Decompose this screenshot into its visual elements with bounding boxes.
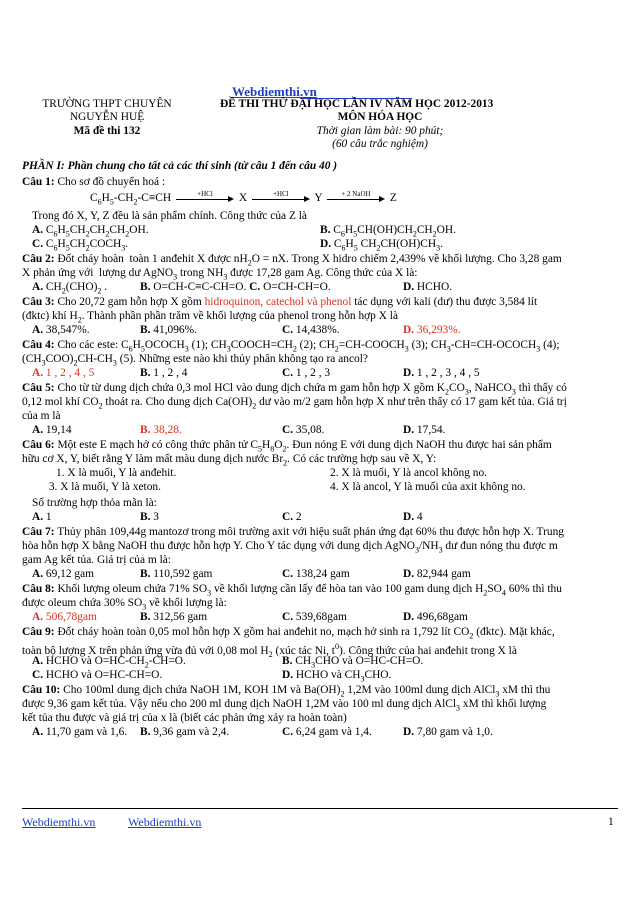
question-5-cont: 0,12 mol khí $CO_2$ thoát ra. Cho dung dịch $Ca(OH)_2$ dư vào m/2 gam hỗn hợp X như trên thấy có 17 gam kết tủa. Giá trị [22, 396, 567, 411]
q4-option-d: D. 1 , 2 , 3 , 4 , 5 [403, 367, 480, 379]
q2-option-b: B. O=CH-C≡C-CH=O. C. O=CH-CH=O. [140, 281, 331, 293]
question-9-cont: toàn bộ lượng X trên phản ứng vừa đủ với 0,08 mol $H_2$ (xúc tác Ni, $t^0$). Công thức của hai anđehit trong X là [22, 642, 517, 660]
footer-link-2[interactable]: Webdiemthi.vn [128, 815, 202, 829]
reaction-arrow: +HCl [176, 193, 234, 203]
q8-option-a: A. 506,78gam [32, 611, 97, 623]
site-title[interactable]: Webdiemthi.vn [232, 84, 317, 99]
question-1-scheme: $C_6H_5-CH_2-C\equiv CH$ +HCl X +HCl Y + 2 NaOH Z [90, 190, 397, 207]
q1-option-a: A. $C_6H_5CH_2CH_2CH_2OH$. [32, 224, 149, 239]
q2-option-d: D. HCHO. [403, 281, 453, 293]
q8-option-c: C. 539,68gam [282, 611, 347, 623]
question-2-cont: X phản ứng với lượng dư AgNO$_3$ trong $NH_3$ được 17,28 gam Ag. Công thức của X là: [22, 267, 418, 282]
question-5-cont2: của m là [22, 410, 61, 422]
question-5: Câu 5: Cho từ từ dung dịch chứa 0,3 mol HCl vào dung dịch chứa m gam hỗn hợp X gồm $K_2CO_3$, NaHCO$_3$ thì thấy có [22, 382, 567, 397]
part-heading: PHẦN I: Phần chung cho tất cả các thí sinh (từ câu 1 đến câu 40 ) [22, 160, 338, 172]
q1-option-c: C. $C_6H_5CH_2COCH_3$. [32, 238, 129, 253]
q2-options: A. $CH_2(CHO)_2$ . [32, 281, 108, 296]
q7-option-b: B. 110,592 gam [140, 568, 213, 580]
q4-option-b: B. 1 , 2 , 4 [140, 367, 188, 379]
q6-question: Số trường hợp thỏa mãn là: [32, 497, 157, 509]
footer-rule [22, 808, 618, 809]
q6-option-a: A. 1 [32, 511, 52, 523]
question-9: Câu 9: Đốt cháy hoàn toàn 0,05 mol hỗn hợp X gồm hai anđehit no, mạch hở sinh ra 1,792 lít $CO_2$ (đktc). Mặt khác, [22, 626, 555, 641]
question-6: Câu 6: Một este E mạch hở có công thức phân tử $C_5H_8O_2$. Đun nóng E với dung dịch NaOH thu được hai sản phẩm [22, 439, 552, 454]
reaction-arrow: + 2 NaOH [327, 193, 385, 203]
q6-case-2: 2. X là muối, Y là ancol không no. [330, 467, 488, 479]
q10-option-a: A. 11,70 gam và 1,6. [32, 726, 128, 738]
q4-option-a: A. 1 , 2 , 4 , 5 [32, 367, 95, 379]
q6-case-4: 4. X là ancol, Y là muối của axit không no. [330, 481, 526, 493]
question-10: Câu 10: Cho 100ml dung dịch chứa NaOH 1M, KOH 1M và $Ba(OH)_2$ 1,2M vào 100ml dung dịch AlCl$_3$ xM thì thu [22, 684, 551, 699]
q8-option-b: B. 312,56 gam [140, 611, 208, 623]
question-10-cont: được 9,36 gam kết tủa. Vậy nếu cho 200 ml dung dịch NaOH 1,2M vào 100 ml dung dịch AlCl$_3$ xM thì khối lượng [22, 698, 547, 713]
question-7-cont2: gam Ag kết tủa. Giá trị của m là: [22, 554, 171, 566]
question-2: Câu 2: Đốt cháy hoàn toàn 1 anđehit X được $nH_2O$ = nX. Trong X hidro chiếm 2,439% về khối lượng. Cho 3,28 gam [22, 253, 562, 268]
q7-option-a: A. 69,12 gam [32, 568, 95, 580]
exam-code: Mã đề thi 132 [73, 125, 141, 137]
q4-option-c: C. 1 , 2 , 3 [282, 367, 331, 379]
question-4: Câu 4: Cho các este: $C_6H_5OCOCH_3$ (1); $CH_3COOCH=CH_2$ (2); $CH_2=CH-COOCH_3$ (3); $CH_3-CH=CH-OCOCH_3$ (4); [22, 339, 560, 354]
footer-link-1[interactable]: Webdiemthi.vn [22, 815, 96, 829]
q8-option-d: D. 496,68gam [403, 611, 468, 623]
q5-option-c: C. 35,08. [282, 424, 325, 436]
school-name-1: TRƯỜNG THPT CHUYÊN [42, 98, 172, 110]
q5-option-b: B. 38,28. [140, 424, 182, 436]
q6-case-1: 1. X là muối, Y là anđehit. [56, 467, 177, 479]
question-3-cont: (đktc) khí $H_2$. Thành phần phần trăm về khối lượng của phenol trong hỗn hợp X là [22, 310, 399, 325]
q6-option-d: D. 4 [403, 511, 423, 523]
school-name-2: NGUYỄN HUỆ [69, 111, 145, 123]
q3-option-c: C. 14,438%. [282, 324, 340, 336]
exam-time: Thời gian làm bài: 90 phút; [316, 125, 444, 137]
q1-option-b: B. $C_6H_5CH(OH)CH_2CH_2OH$. [320, 224, 456, 239]
q9-option-d: D. HCHO và $CH_3CHO$. [282, 669, 392, 684]
question-3: Câu 3: Cho 20,72 gam hỗn hợp X gồm hidroquinon, catechol và phenol tác dụng với kali (dư) thu được 3,584 lít [22, 296, 538, 308]
question-1-text: Trong đó X, Y, Z đều là sản phẩm chính. Công thức của Z là [32, 210, 307, 222]
q9-option-b: B. $CH_3CHO$ và O=HC-CH=O. [282, 655, 424, 670]
question-4-cont: $(CH_3COO)_2CH-CH_3$ (5). Những este nào khi thủy phân không tạo ra ancol? [22, 353, 368, 368]
q6-option-c: C. 2 [282, 511, 302, 523]
q3-option-a: A. 38,547%. [32, 324, 90, 336]
page-number: 1 [608, 816, 614, 828]
exam-count: (60 câu trắc nghiệm) [332, 138, 428, 150]
q7-option-d: D. 82,944 gam [403, 568, 471, 580]
q10-option-d: D. 7,80 gam và 1,0. [403, 726, 493, 738]
question-7: Câu 7: Thủy phân 109,44g mantozơ trong môi trường axit với hiệu suất phản ứng đạt 60% thu được hỗn hợp X. Trung [22, 526, 564, 538]
question-1: Câu 1: Cho sơ đồ chuyển hoá : [22, 176, 166, 188]
exam-title: ĐỀ THI THỬ ĐẠI HỌC LẦN IV NĂM HỌC 2012-2013 [220, 98, 494, 110]
q9-option-a: A. HCHO và $O=HC-CH_2-CH=O$. [32, 655, 186, 670]
q10-option-c: C. 6,24 gam và 1,4. [282, 726, 372, 738]
q6-case-3: 3. X là muối, Y là xeton. [46, 481, 161, 493]
q7-option-c: C. 138,24 gam [282, 568, 350, 580]
reaction-arrow: +HCl [252, 193, 310, 203]
question-7-cont: hòa hỗn hợp X bằng NaOH thu được hỗn hợp Y. Cho Y tác dụng với dung dịch $AgNO_3/NH_3$ dư đun nóng thu được m [22, 540, 558, 555]
q3-option-b: B. 41,096%. [140, 324, 197, 336]
question-10-cont2: kết tủa thu được và giá trị của x là (biết các phản ứng xảy ra hoàn toàn) [22, 712, 347, 724]
q5-option-d: D. 17,54. [403, 424, 446, 436]
question-6-cont: hữu cơ X, Y, biết rằng Y làm mất màu dung dịch nước $Br_2$. Có các trường hợp sau về X, Y: [22, 453, 437, 468]
q5-option-a: A. 19,14 [32, 424, 72, 436]
q10-option-b: B. 9,36 gam và 2,4. [140, 726, 230, 738]
q3-option-d: D. 36,293%. [403, 324, 461, 336]
question-8-cont: được oleum chứa 30% $SO_3$ về khối lượng là: [22, 597, 227, 612]
q6-option-b: B. 3 [140, 511, 159, 523]
question-8: Câu 8: Khối lượng oleum chứa 71% $SO_3$ về khối lượng cần lấy để hòa tan vào 100 gam dung dịch $H_2SO_4$ 60% thì thu [22, 583, 562, 598]
q9-option-c: C. HCHO và O=HC-CH=O. [32, 669, 163, 681]
q1-option-d: D. $C_6H_5$ $CH_2CH(OH)CH_3$. [320, 238, 443, 253]
exam-subject: MÔN HÓA HỌC [337, 111, 423, 123]
